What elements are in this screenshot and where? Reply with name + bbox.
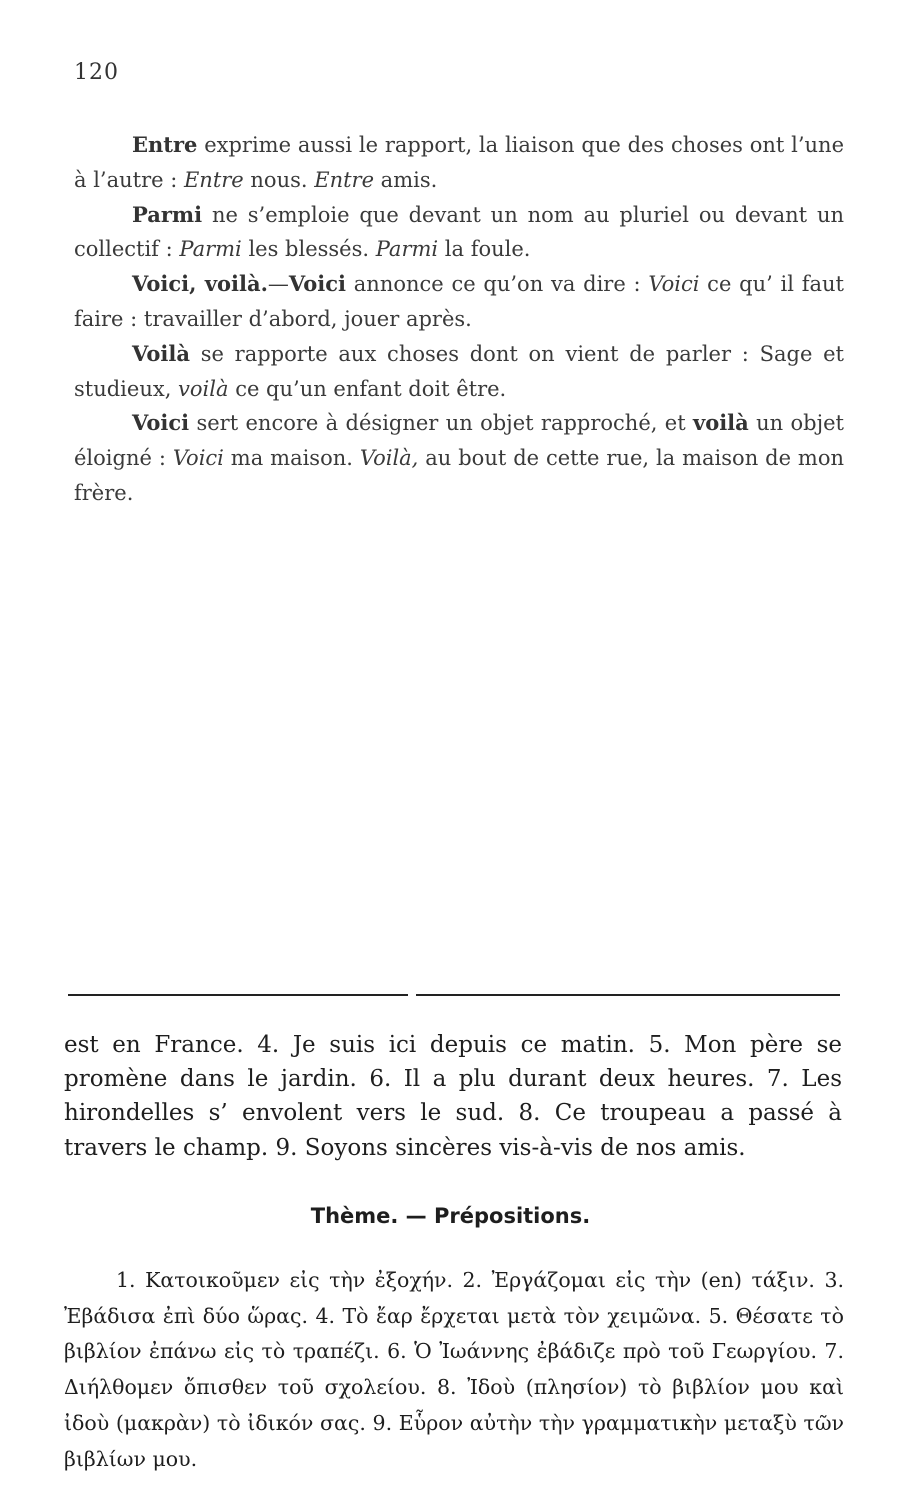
paragraph-text: sert encore à désigner un objet rapproché, et [189,411,693,436]
paragraph-text: — [267,272,289,297]
paragraph-text: un objet éloigné : [74,411,844,471]
paragraph-voici-voila [74,267,844,337]
theme-title: Thème. — Prépositions. [310,1204,591,1228]
footnote-divider-right [416,994,840,996]
example-italic: voilà [178,376,229,401]
paragraph-text: au bout de cette rue, la maison de mon frère. [74,446,844,505]
term-parmi: Parmi [132,201,203,227]
paragraph-text: ne s’emploie que devant un nom au pluriel ou devant un collectif : [74,202,844,262]
paragraph-text: ce qu’un enfant doit être. [228,376,507,401]
paragraph-parmi [74,198,844,268]
paragraph-text: se rapporte aux choses dont on vient de parler : Sage et studieux, [74,341,844,401]
paragraph-text: ce qu’ il faut faire : travailler d’abord, jouer après. [74,272,844,331]
paragraph-text: les blessés. [241,237,376,262]
example-italic: Entre [314,167,374,192]
paragraph-entre [74,128,844,198]
footnote-divider-left [68,994,408,996]
paragraph-text: annonce ce qu’on va dire : [346,272,649,297]
greek-exercise-text: 1. Κατοικοῦμεν εἰς τὴν ἐξοχήν. 2. Ἐργάζομαι εἰς τὴν (en) τάξιν. 3. Ἐβάδισα ἐπὶ δύο ὥρας. 4. Τὸ ἔαρ ἔρχεται μετὰ τὸν χειμῶνα. 5. Θέσατε τὸ βιβλίον ἐπάνω εἰς τὸ τραπέζι. 6. Ὁ Ἰωάννης ἐβάδιζε πρὸ τοῦ Γεωργίου. 7. Διήλθομεν ὄπισθεν τοῦ σχολείου. 8. Ἰδοὺ (πλησίον) τὸ βιβλίον μου καὶ ἰδοὺ (μακρὰν) τὸ ἰδικόν σας. 9. Εὗρον αὐτὴν τὴν γραμματικὴν μεταξὺ τῶν βιβλίων μου. [64,1268,844,1471]
paragraph-text: exprime aussi le rapport, la liaison que des choses ont l’une à l’autre : [74,133,844,192]
paragraph-text: ma maison. [223,446,360,471]
term-voici: Voici [288,271,347,297]
example-italic: Voici [172,446,224,471]
exercise-text: est en France. 4. Je suis ici depuis ce matin. 5. Mon père se promène dans le jardin. 6. Il a plu durant deux heures. 7. Les hirondelles s’ envolent vers le sud. 8. Ce troupeau a passé à travers le champ. 9. Soyons sincères vis-à-vis de nos amis. [64,1032,842,1161]
term-voila: voilà [693,410,749,436]
example-italic: Entre [183,167,244,192]
term-entre: Entre [132,132,198,157]
term-voici: Voici [132,410,190,436]
paragraph-text: amis. [374,167,438,192]
paragraph-text: nous. [243,167,315,192]
example-italic: Parmi [179,237,242,262]
paragraph-voila [74,337,844,407]
paragraph-text: la foule. [438,237,531,262]
page-number: 120 [74,60,119,85]
example-italic: Parmi [375,237,439,262]
grammar-section [74,128,844,511]
paragraph-voici-sert [74,406,844,510]
example-italic: Voici [648,272,700,297]
term-voila: Voilà [132,340,190,366]
example-italic: Voilà, [359,446,419,471]
term-voici-voila: Voici, voilà. [132,271,268,297]
